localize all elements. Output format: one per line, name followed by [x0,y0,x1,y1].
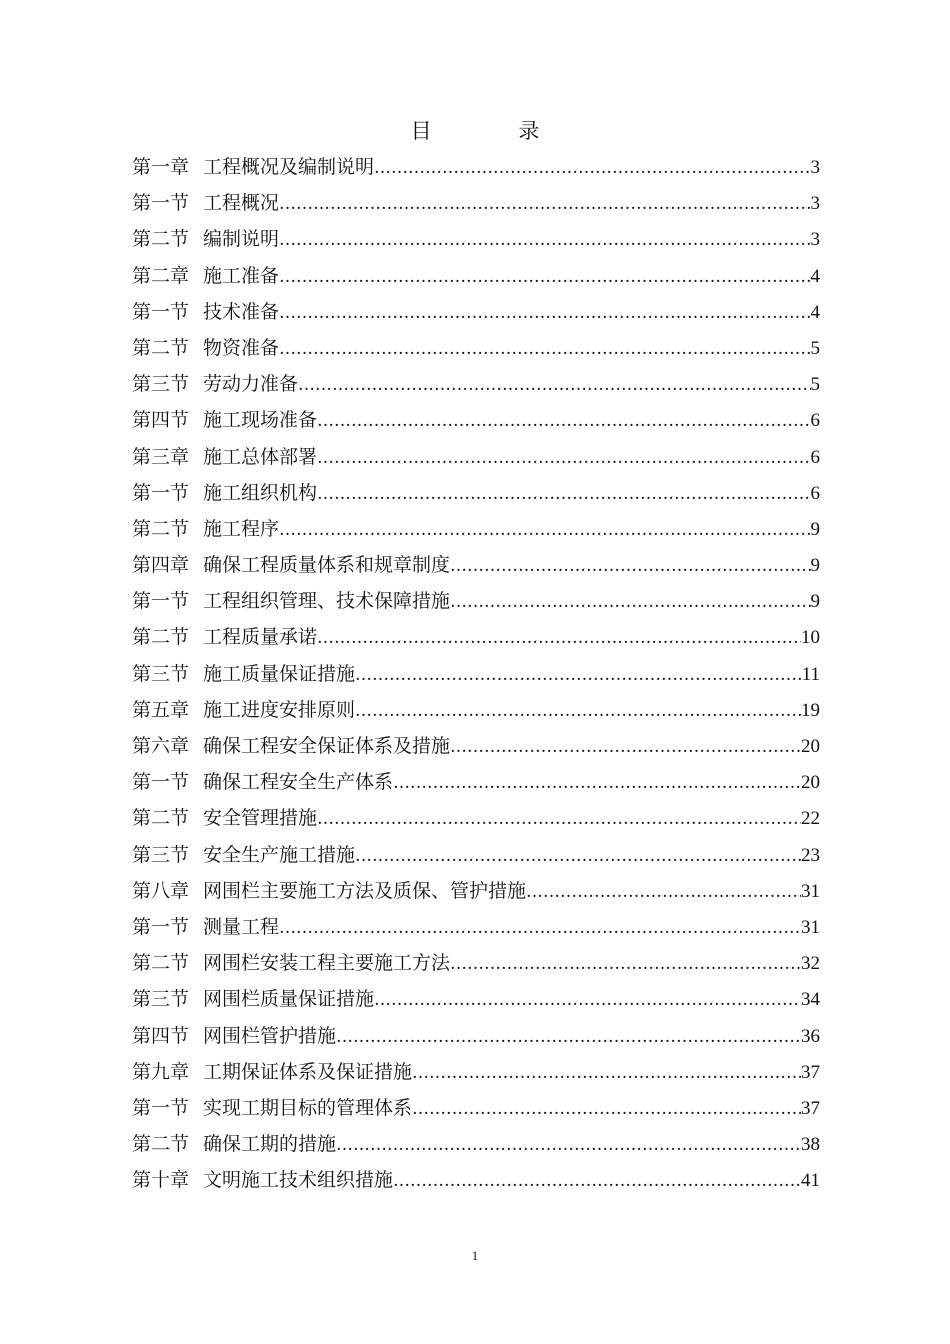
toc-dot-leader [317,443,810,473]
toc-dot-leader [374,985,801,1015]
toc-dot-leader [317,804,801,834]
toc-entry-title: 工程概况及编制说明 [203,156,375,178]
toc-entry[interactable] [132,1129,820,1165]
toc-entry-page: 20 [801,772,820,794]
toc-entry-page: 20 [801,736,820,757]
toc-entry-title: 实现工期目标的管理体系 [203,1096,413,1119]
toc-dot-leader [279,515,810,545]
toc-entry-title: 网围栏质量保证措施 [203,988,375,1011]
toc-entry[interactable] [132,1021,820,1057]
toc-entry-title: 确保工程安全保证体系及措施 [203,735,451,757]
toc-entry-page: 6 [810,482,820,504]
table-of-contents [132,152,820,1201]
toc-entry-number: 第二章 [132,264,190,287]
toc-entry-number: 第三节 [132,843,190,866]
toc-dot-leader [336,1130,801,1160]
toc-entry-title: 施工现场准备 [203,409,318,432]
toc-dot-leader [393,768,801,798]
toc-entry-number: 第二节 [132,952,190,975]
toc-entry[interactable] [132,369,820,405]
toc-entry-page: 37 [801,1061,820,1083]
toc-dot-leader [450,732,801,762]
toc-entry-page: 6 [810,446,820,468]
toc-entry-number: 第十章 [132,1169,190,1192]
toc-entry-title: 网围栏安装工程主要施工方法 [203,952,451,975]
toc-entry[interactable] [132,297,820,333]
toc-entry[interactable] [132,659,820,695]
toc-entry-title: 物资准备 [203,336,280,359]
toc-entry[interactable] [132,876,820,912]
toc-entry[interactable] [132,333,820,369]
toc-entry-page: 5 [810,374,820,396]
toc-entry[interactable] [132,514,820,550]
toc-dot-leader [279,225,810,255]
toc-entry-number: 第九章 [132,1060,190,1083]
toc-entry-title: 施工组织机构 [203,481,318,504]
toc-entry-page: 10 [801,627,820,649]
toc-dot-leader [450,587,810,617]
toc-entry-number: 第八章 [132,879,190,902]
toc-entry-number: 第一节 [132,1096,190,1119]
toc-entry-title: 工程质量承诺 [203,626,318,649]
toc-entry-title: 施工总体部署 [203,445,318,468]
toc-entry[interactable] [132,1165,820,1201]
toc-entry-number: 第二节 [132,228,190,251]
toc-entry[interactable] [132,948,820,984]
toc-dot-leader [336,1022,801,1052]
toc-dot-leader [374,153,810,183]
toc-entry[interactable] [132,1057,820,1093]
toc-entry-number: 第一节 [132,192,190,215]
toc-dot-leader [355,841,801,871]
toc-entry-page: 38 [801,1134,820,1156]
toc-entry-page: 6 [810,410,820,432]
toc-entry-number: 第一章 [132,156,190,178]
toc-entry-number: 第三节 [132,373,190,396]
toc-dot-leader [355,696,801,726]
toc-entry-title: 编制说明 [203,228,280,251]
toc-entry-title: 确保工期的措施 [203,1133,337,1156]
toc-dot-leader [526,877,801,907]
toc-entry-title: 测量工程 [203,915,280,938]
toc-entry[interactable] [132,261,820,297]
toc-entry[interactable] [132,152,820,188]
toc-entry-page: 9 [810,555,820,577]
toc-entry-page: 31 [801,880,820,902]
toc-entry-page: 23 [801,844,820,866]
toc-entry-number: 第一节 [132,590,190,613]
toc-entry-number: 第二节 [132,517,190,540]
toc-entry-title: 技术准备 [203,300,280,323]
toc-entry-number: 第一节 [132,771,190,794]
page-number: 1 [471,1248,479,1263]
toc-entry[interactable] [132,840,820,876]
toc-dot-leader [279,913,801,943]
toc-dot-leader [279,262,810,292]
toc-entry[interactable] [132,442,820,478]
toc-entry[interactable] [132,550,820,586]
toc-entry-page: 22 [801,808,820,830]
toc-entry-title: 劳动力准备 [203,373,299,396]
toc-entry-page: 11 [801,663,820,685]
toc-entry-title: 工期保证体系及保证措施 [203,1060,413,1083]
toc-entry-number: 第一节 [132,481,190,504]
toc-entry-number: 第六章 [132,735,190,757]
toc-dot-leader [317,623,801,653]
toc-entry-title: 文明施工技术组织措施 [203,1169,394,1192]
toc-entry-number: 第二节 [132,626,190,649]
toc-dot-leader [450,949,801,979]
toc-entry[interactable] [132,912,820,948]
toc-entry[interactable] [132,622,820,658]
toc-dot-leader [279,334,810,364]
toc-entry[interactable] [132,586,820,622]
toc-entry-page: 3 [810,157,820,178]
toc-entry[interactable] [132,1093,820,1129]
toc-dot-leader [412,1094,801,1124]
toc-dot-leader [298,370,810,400]
toc-entry[interactable] [132,695,820,731]
toc-entry-page: 36 [801,1025,820,1047]
toc-entry-number: 第一节 [132,915,190,938]
toc-entry-page: 31 [801,916,820,938]
toc-entry-page: 3 [810,229,820,251]
toc-entry-page: 4 [810,301,820,323]
toc-entry-number: 第三节 [132,662,190,685]
toc-entry-title: 施工质量保证措施 [203,662,356,685]
toc-dot-leader [279,189,810,219]
toc-entry-page: 19 [801,699,820,721]
toc-entry[interactable] [132,478,820,514]
toc-entry[interactable] [132,767,820,803]
toc-entry-title: 施工进度安排原则 [203,698,356,721]
toc-entry-number: 第四节 [132,1024,190,1047]
toc-entry-number: 第一节 [132,300,190,323]
toc-entry-title: 施工程序 [203,517,280,540]
toc-entry-title: 网围栏管护措施 [203,1024,337,1047]
toc-entry-page: 5 [810,337,820,359]
page-title: 目 录 [410,119,580,143]
toc-entry-number: 第二节 [132,807,190,830]
toc-dot-leader [317,479,810,509]
toc-entry[interactable] [132,224,820,260]
toc-entry-number: 第四节 [132,409,190,432]
toc-dot-leader [450,551,810,581]
toc-entry[interactable] [132,731,820,767]
toc-dot-leader [355,660,802,690]
toc-entry-title: 确保工程质量体系和规章制度 [203,554,451,577]
toc-dot-leader [279,298,810,328]
toc-entry-number: 第四章 [132,554,190,577]
toc-entry-number: 第二节 [132,1133,190,1156]
toc-entry[interactable] [132,803,820,839]
toc-entry-title: 确保工程安全生产体系 [203,771,394,794]
toc-dot-leader [393,1166,801,1196]
toc-entry-page: 32 [801,953,820,975]
toc-entry-page: 9 [810,591,820,613]
toc-entry-title: 网围栏主要施工方法及质保、管护措施 [203,879,527,902]
toc-entry-page: 9 [810,518,820,540]
toc-entry-number: 第五章 [132,698,190,721]
toc-dot-leader [412,1058,801,1088]
toc-entry[interactable] [132,188,820,224]
toc-entry-title: 工程概况 [203,192,280,215]
toc-entry-number: 第三节 [132,988,190,1011]
toc-entry-page: 3 [810,193,820,215]
toc-entry-title: 安全管理措施 [203,807,318,830]
toc-entry-number: 第三章 [132,445,190,468]
toc-entry-page: 37 [801,1097,820,1119]
toc-entry-page: 41 [801,1170,820,1192]
toc-entry-page: 4 [810,265,820,287]
toc-entry-title: 施工准备 [203,264,280,287]
toc-entry-number: 第二节 [132,336,190,359]
toc-entry-title: 工程组织管理、技术保障措施 [203,590,451,613]
toc-entry-title: 安全生产施工措施 [203,843,356,866]
toc-dot-leader [317,406,810,436]
toc-entry-page: 34 [801,989,820,1011]
toc-entry[interactable] [132,405,820,441]
toc-entry[interactable] [132,984,820,1020]
